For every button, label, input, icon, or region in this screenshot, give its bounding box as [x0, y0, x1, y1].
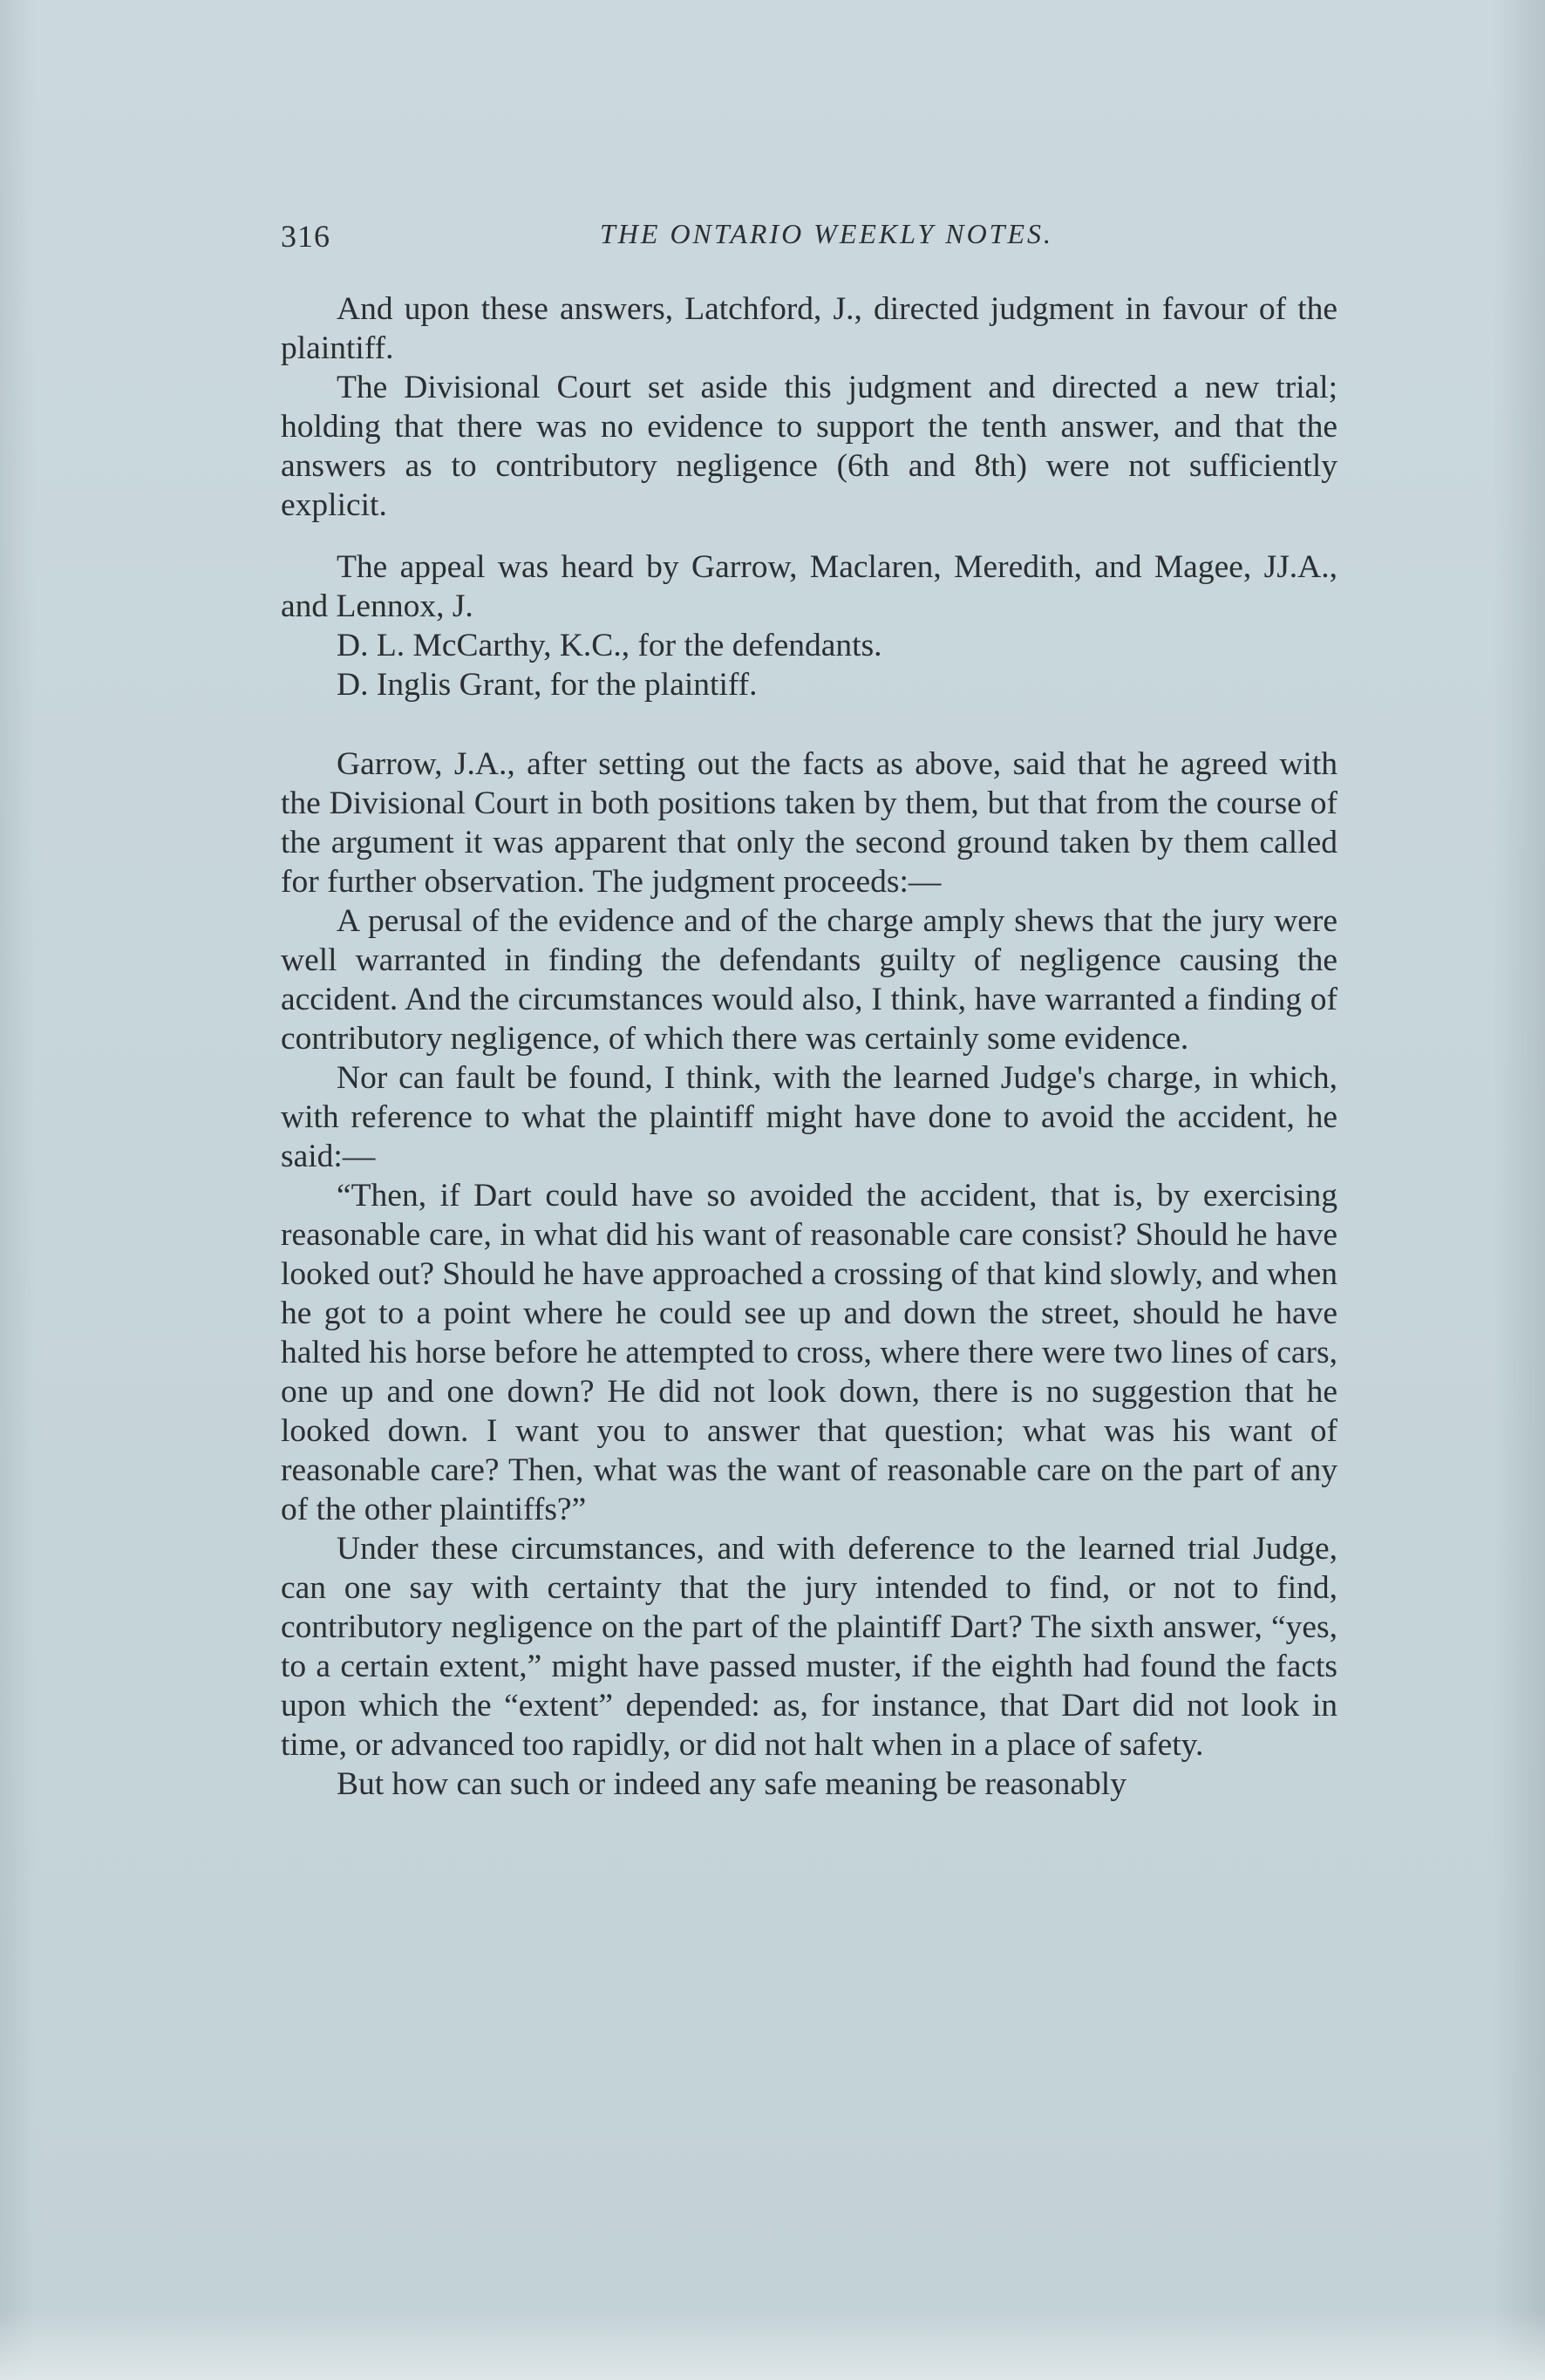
paragraph-bench: The appeal was heard by Garrow, Maclaren, Meredith, and Magee, JJ.A., and Lennox, J. — [281, 549, 1337, 624]
paragraph: And upon these answers, Latchford, J., directed judgment in favour of the plaintiff. — [281, 291, 1337, 366]
page-bottom-edge — [0, 2310, 1545, 2380]
paragraph-quotation: “Then, if Dart could have so avoided the accident, that is, by exercising reasonable care, in what did his want of reasonable care consist? Should he have looked out? Should he have approached a crossing of that kind slowly, and when he got to a point where he could see up and down the street, should he have halted his horse before he attempted to cross, where there were two lines of cars, one up and one down? He did not look down, there is no suggestion that he looked down. I want you to answer that question; what was his want of reasonable care? Then, what was the want of reasonable care on the part of any of the other plaintiffs?” — [281, 1178, 1337, 1527]
running-head: THE ONTARIO WEEKLY NOTES. — [599, 218, 1054, 249]
paragraph: Under these circumstances, and with deference to the learned trial Judge, can one say with certainty that the jury intended to find, or not to find, contributory negligence on the part of the plaintiff Dart? The sixth answer, “yes, to a certain extent,” might have passed muster, if the eighth had found the facts upon which the “extent” depended: as, for instance, that Dart did not look in time, or advanced too rapidly, or did not halt when in a place of safety. — [281, 1531, 1337, 1763]
paragraph: Nor can fault be found, I think, with the learned Judge's charge, in which, with reference to what the plaintiff might have done to avoid the accident, he said:— — [281, 1060, 1337, 1174]
paragraph: A perusal of the evidence and of the charge amply shews that the jury were well warranted in finding the defendants guilty of negligence causing the accident. And the circumstances would also, I think, have warranted a finding of contributory negligence, of which there was certainly some evidence. — [281, 903, 1337, 1057]
paragraph: Garrow, J.A., after setting out the facts as above, said that he agreed with the Divisional Court in both positions taken by them, but that from the course of the argument it was apparent that only the second ground taken by them called for further observation. The judgment proceeds:— — [281, 746, 1337, 900]
paragraph-counsel: D. L. McCarthy, K.C., for the defendants. — [337, 628, 882, 663]
paragraph: But how can such or indeed any safe meaning be reasonably — [337, 1766, 1126, 1802]
body-text — [281, 289, 1337, 1804]
paragraph-counsel: D. Inglis Grant, for the plaintiff. — [337, 667, 758, 703]
paragraph: The Divisional Court set aside this judgment and directed a new trial; holding that there was no evidence to support the tenth answer, and that the answers as to contributory negligence (6th and 8th) were not sufficiently explicit. — [281, 370, 1337, 523]
page-header — [281, 207, 1337, 260]
page-number: 316 — [281, 219, 330, 254]
